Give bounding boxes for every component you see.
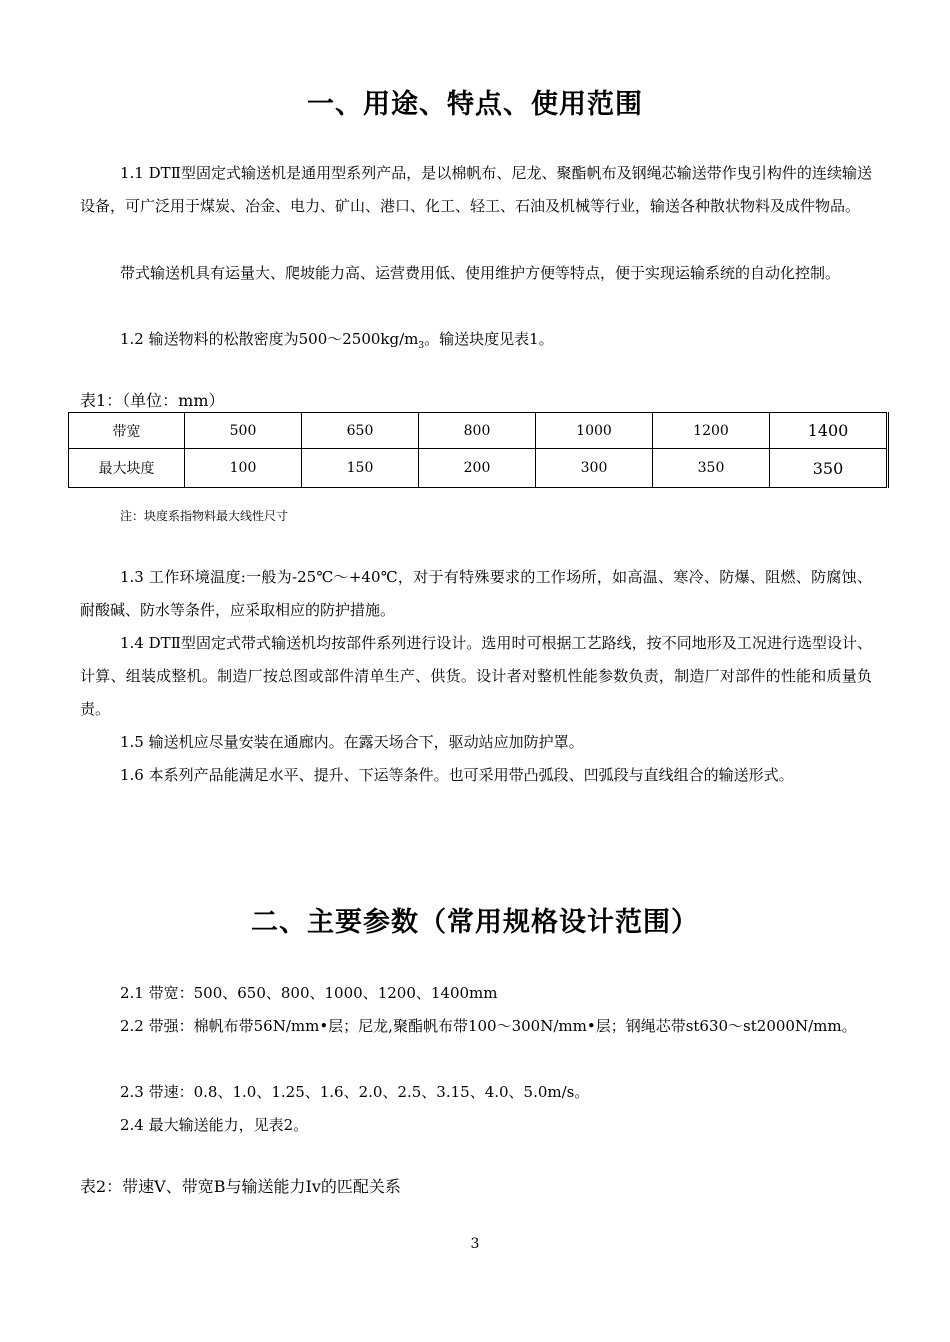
table1-caption: 表1：（单位：mm）	[80, 391, 225, 410]
table1-cell: 1400	[770, 413, 888, 449]
paragraph-2-3: 2.3 带速：0.8、1.0、1.25、1.6、2.0、2.5、3.15、4.0、5.0m/s。	[120, 1083, 590, 1101]
table1-note: 注：块度系指物料最大线性尺寸	[120, 509, 289, 523]
paragraph-1-6: 1.6 本系列产品能满足水平、提升、下运等条件。也可采用带凸弧段、凹弧段与直线组合的输送形式。	[120, 766, 794, 784]
table1-row-max-lump	[69, 449, 888, 488]
section1-heading: 一、用途、特点、使用范围	[307, 89, 643, 120]
paragraph-2-2: 2.2 带强：棉帆布带56N/mm•层；尼龙,聚酯帆布带100～300N/mm•层；钢绳芯带st630～st2000N/mm。	[120, 1017, 857, 1035]
paragraph-2-4: 2.4 最大输送能力，见表2。	[120, 1116, 309, 1134]
paragraph-2-1: 2.1 带宽：500、650、800、1000、1200、1400mm	[120, 984, 498, 1002]
table1-cell: 150	[302, 449, 419, 488]
paragraph-1-5: 1.5 输送机应尽量安装在通廊内。在露天场合下，驱动站应加防护罩。	[120, 733, 584, 751]
table1-row-belt-width	[69, 413, 888, 449]
table1-cell: 1000	[536, 413, 653, 449]
table2-caption: 表2：带速V、带宽B与输送能力Iv的匹配关系	[80, 1177, 401, 1196]
table1-cell: 350	[653, 449, 770, 488]
paragraph-1-4: 1.4 DTⅡ型固定式带式输送机均按部件系列进行设计。选用时可根据工艺路线，按不同地形及工况进行选型设计、计算、组装成整机。制造厂按总图或部件清单生产、供货。设计者对整机性能参数负责，制造厂对部件的性能和质量负责。	[80, 634, 872, 718]
density-suffix: 。输送块度见表1。	[424, 330, 554, 348]
table1-cell: 1200	[653, 413, 770, 449]
paragraph-1-2	[80, 323, 920, 363]
table1-row-label: 带宽	[69, 413, 185, 449]
table1-cell: 100	[185, 449, 302, 488]
paragraph-1-3: 1.3 工作环境温度:一般为-25℃～+40℃，对于有特殊要求的工作场所，如高温、寒冷、防爆、阻燃、防腐蚀、耐酸碱、防水等条件，应采取相应的防护措施。	[80, 568, 872, 619]
table1-cell: 800	[419, 413, 536, 449]
table1-cell: 500	[185, 413, 302, 449]
density-subscript: 3	[418, 341, 425, 351]
table1-cell: 350	[770, 449, 888, 488]
page-number: 3	[470, 1236, 480, 1252]
table1-cell: 300	[536, 449, 653, 488]
paragraph-features: 带式输送机具有运量大、爬坡能力高、运营费用低、使用维护方便等特点，便于实现运输系统的自动化控制。	[120, 264, 841, 282]
table1	[68, 412, 889, 488]
table1-cell: 650	[302, 413, 419, 449]
section2-heading: 二、主要参数（常用规格设计范围）	[251, 907, 699, 938]
density-text: 1.2 输送物料的松散密度为500～2500kg/m	[120, 330, 419, 348]
table1-cell: 200	[419, 449, 536, 488]
table1-row-label: 最大块度	[69, 449, 185, 488]
paragraph-1-1: 1.1 DTⅡ型固定式输送机是通用型系列产品，是以棉帆布、尼龙、聚酯帆布及钢绳芯输送带作曳引构件的连续输送设备，可广泛用于煤炭、冶金、电力、矿山、港口、化工、轻工、石油及机械等行业，输送各种散状物料及成件物品。	[80, 164, 872, 215]
